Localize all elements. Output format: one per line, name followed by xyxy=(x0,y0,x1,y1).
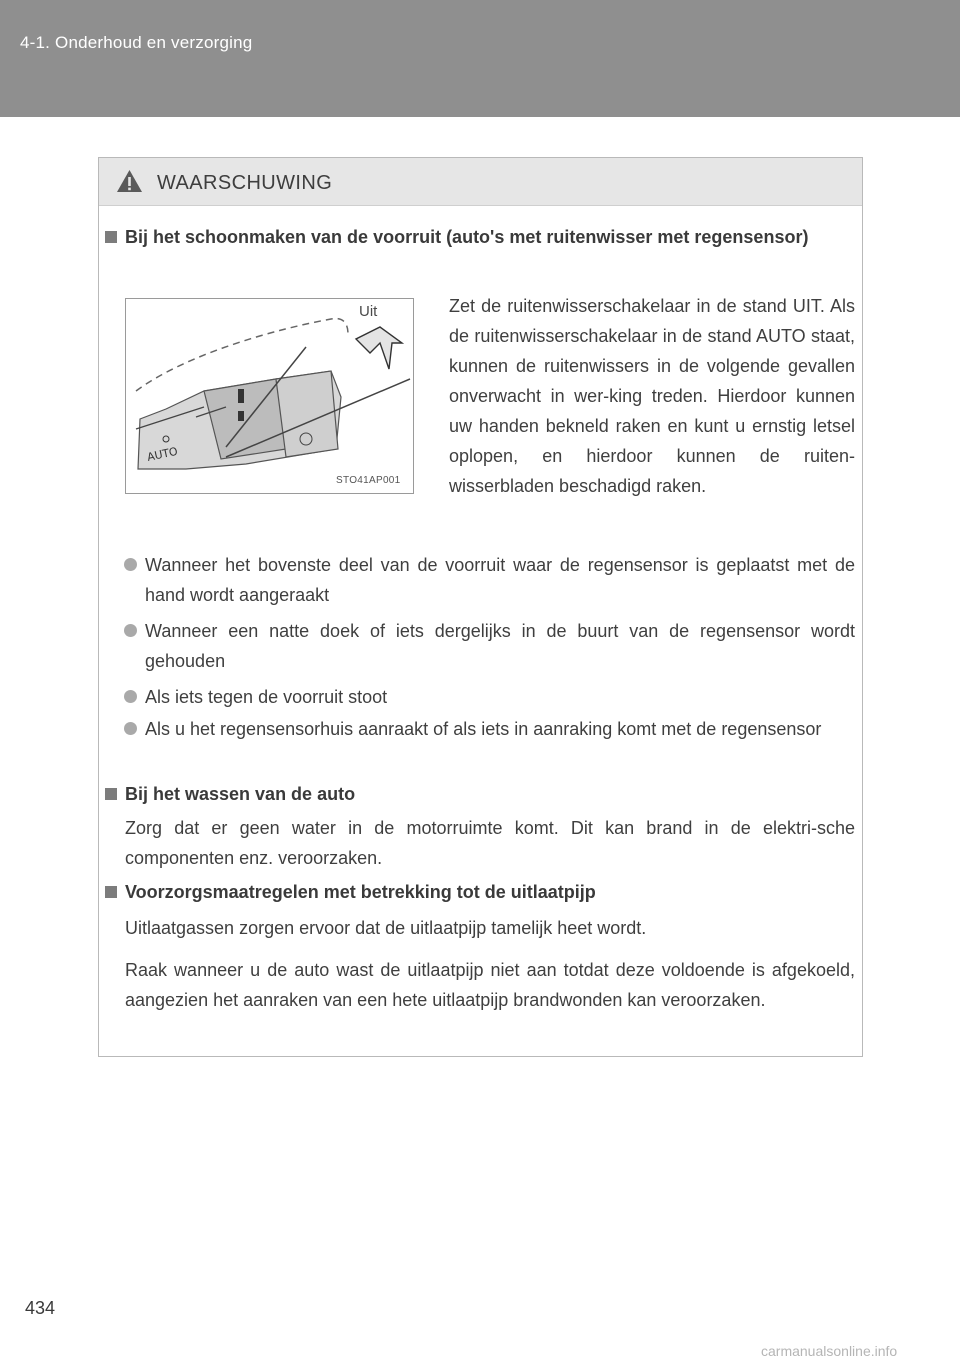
list-item: Als u het regensensorhuis aanraakt of als iets in aanraking komt met de regensensor xyxy=(145,714,855,744)
square-bullet-icon xyxy=(105,886,117,898)
header-band xyxy=(0,0,960,117)
watermark: carmanualsonline.info xyxy=(761,1343,898,1359)
bullet-dot-icon xyxy=(124,624,137,637)
bullet-dot-icon xyxy=(124,690,137,703)
list-item: Wanneer een natte doek of iets dergelijks in de buurt van de regensensor wordt gehouden xyxy=(145,616,855,676)
bullet-dot-icon xyxy=(124,722,137,735)
figure-label-uit: Uit xyxy=(359,303,378,320)
paragraph-exhaust-2: Raak wanneer u de auto wast de uitlaatpijp niet aan totdat deze voldoende is afgekoeld, aangezien het aanraken van een hete uitlaatpijp brandwonden kan veroorzaken. xyxy=(125,960,855,1010)
square-bullet-icon xyxy=(105,788,117,800)
figure-description: Zet de ruitenwisserschakelaar in de stand UIT. Als de ruitenwisserschakelaar in de stand AUTO staat, kunnen de ruitenwissers in de volgende gevallen onverwacht in wer-king treden. Hierdoor kunnen uw handen bekneld raken en kunt u ernstig letsel oplopen, en hierdoor kunnen de ruiten-wisserbladen beschadigd raken. xyxy=(449,296,855,496)
warning-box xyxy=(98,157,863,1057)
wiper-switch-figure xyxy=(125,298,414,494)
section-heading-cleaning: Bij het schoonmaken van de voorruit (auto's met ruitenwisser met regensensor) xyxy=(125,222,855,252)
square-bullet-icon xyxy=(105,231,117,243)
wiper-switch-illustration xyxy=(126,299,414,494)
bullet-dot-icon xyxy=(124,558,137,571)
section-heading-washing: Bij het wassen van de auto xyxy=(125,779,855,809)
paragraph-washing: Zorg dat er geen water in de motorruimte komt. Dit kan brand in de elektri-sche componenten enz. veroorzaken. xyxy=(125,818,855,868)
page-number: 434 xyxy=(25,1298,56,1318)
section-title: 4-1. Onderhoud en verzorging xyxy=(20,33,253,52)
warning-title: WAARSCHUWING xyxy=(157,172,333,194)
paragraph-exhaust-1: Uitlaatgassen zorgen ervoor dat de uitlaatpijp tamelijk heet wordt. xyxy=(125,918,647,938)
section-heading-exhaust: Voorzorgsmaatregelen met betrekking tot de uitlaatpijp xyxy=(125,877,855,907)
list-item: Als iets tegen de voorruit stoot xyxy=(145,682,855,712)
figure-code: STO41AP001 xyxy=(336,475,401,486)
figure-auto-label: AUTO xyxy=(145,444,179,464)
warning-triangle-icon xyxy=(116,169,143,193)
warning-header xyxy=(99,158,862,206)
list-item: Wanneer het bovenste deel van de voorruit waar de regensensor is geplaatst met de hand wordt aangeraakt xyxy=(145,550,855,610)
